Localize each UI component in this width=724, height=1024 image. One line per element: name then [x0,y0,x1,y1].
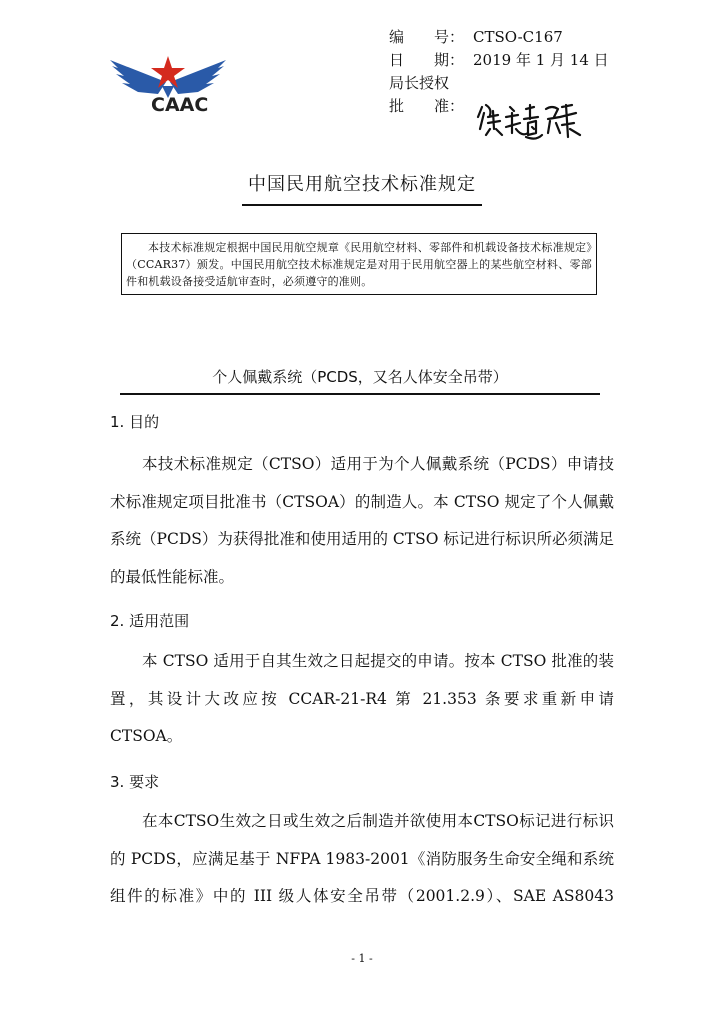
heading-requirements: 3. 要求 [110,773,160,791]
date-label: 日 期： [389,51,465,69]
authorized-label: 局长授权 [389,74,450,92]
date-row [389,49,609,72]
notice-box [121,233,597,295]
number-value: CTSO-C167 [473,28,563,46]
paragraph-scope: 本 CTSO 适用于自其生效之日起提交的申请。按本 CTSO 批准的装置，其设计大改应按 CCAR-21-R4 第 21.353 条要求重新申请CTSOA。 [110,652,614,745]
paragraph-purpose: 本技术标准规定（CTSO）适用于为个人佩戴系统（PCDS）申请技术标准规定项目批准书（CTSOA）的制造人。本 CTSO 规定了个人佩戴系统（PCDS）为获得批准和使用适用的 CTSO 标记进行标识所必须满足的最低性能标准。 [110,455,614,586]
heading-scope: 2. 适用范围 [110,612,190,630]
number-label: 编 号： [389,28,465,46]
notice-text: 本技术标准规定根据中国民用航空规章《民用航空材料、零部件和机载设备技术标准规定》（CCAR37）颁发。中国民用航空技术标准规定是对用于民用航空器上的某些航空材料、零部件和机载设备接受适航审查时，必须遵守的准则。 [126,241,592,288]
signature-icon [476,99,586,145]
document-title: 中国民用航空技术标准规定 [242,170,482,206]
paragraph-requirements: 在本CTSO生效之日或生效之后制造并欲使用本CTSO标记进行标识的 PCDS，应满足基于 NFPA 1983-2001《消防服务生命安全绳和系统组件的标准》中的 III 级人体安全吊带（2001.2.9）、SAE AS8043 [110,812,614,905]
date-value: 2019 年 1 月 14 日 [473,51,609,69]
heading-purpose: 1. 目的 [110,413,160,431]
authorized-row [389,72,609,95]
section-title: 个人佩戴系统（PCDS，又名人体安全吊带） [120,366,600,395]
approve-label: 批 准： [389,97,465,115]
number-row [389,26,609,49]
logo-text: CAAC [151,94,209,116]
page-number: - 1 - [351,952,373,965]
